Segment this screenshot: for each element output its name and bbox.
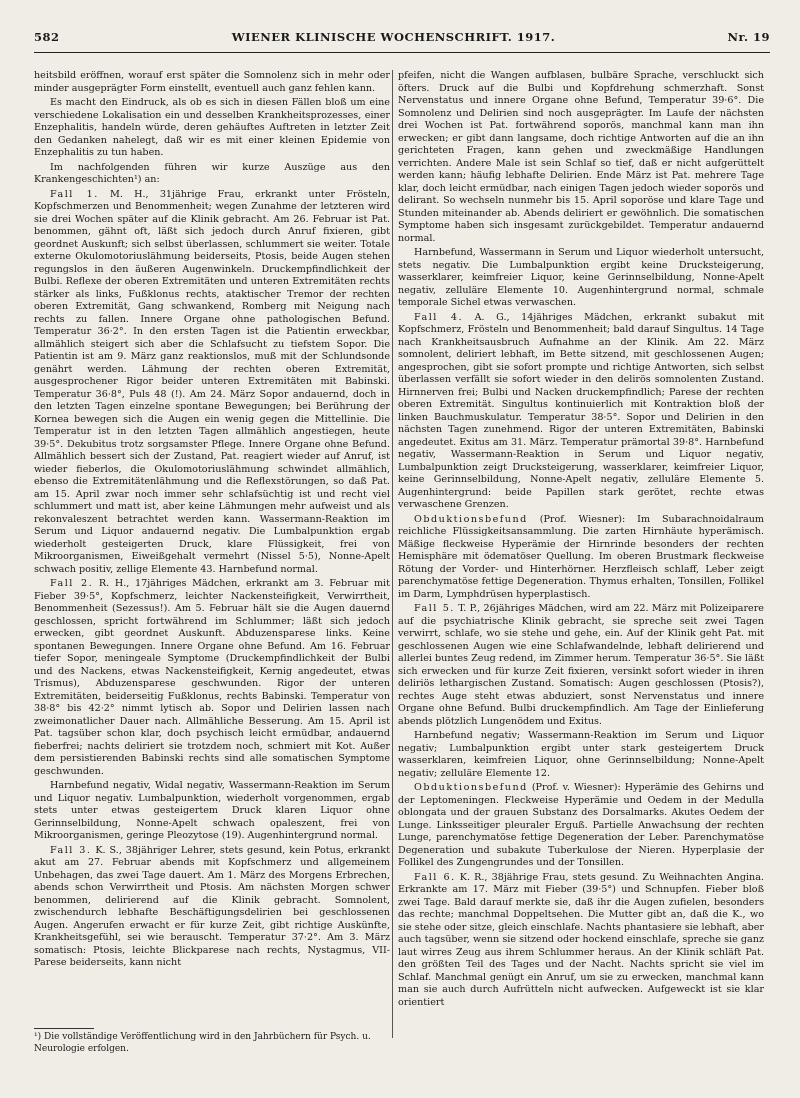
page-number: 582	[34, 30, 60, 44]
paragraph: heitsbild eröffnen, worauf erst später die Somnolenz sich in mehr oder minder ausgeprägter Form einstellt, eventuell auch ganz fehlen kann.	[34, 70, 390, 94]
case-text: K. R., 38jährige Frau, stets gesund. Zu Weihnachten Angina. Erkrankte am 17. März mit Fieber (39·5°) und Schnupfen. Fieber bloß zwei Tage. Bald darauf merkte sie, daß ihr die Augen zufielen, besonders das rechte; manchmal Doppeltsehen. Die Mutter gibt an, daß die K., wo sie stehe oder sitze, gleich einschlafe. Nachts phantasiere sie lebhaft, aber auch tagsüber, wenn sie sitzend oder hockend einschlafe, spreche sie ganz laut wirres Zeug aus ihrem Schlummer heraus. An der Klinik schläft Pat. den größten Teil des Tages und der Nacht. Nachts spricht sie viel im Schlaf. Manchmal genügt ein Anruf, um sie zu erwecken, manchmal kann man sie auch durch Aufrütteln nicht aufwecken. Aufgeweckt ist sie klar orientiert	[398, 871, 764, 1008]
paragraph: Harnbefund negativ; Wassermann-Reaktion im Serum und Liquor negativ; Lumbalpunktion ergibt unter stark gesteigertem Druck wasserklaren, keimfreien Liquor, ohne Gerinnselbildung; Nonne-Apelt negativ; zelluläre Elemente 12.	[398, 730, 764, 779]
case-label: Fall 3.	[50, 844, 92, 856]
column-divider	[392, 70, 393, 1038]
issue-number: Nr. 19	[727, 30, 770, 44]
case-3	[34, 845, 390, 970]
case-text: T. P., 26jähriges Mädchen, wird am 22. März mit Polizeiparere auf die psychiatrische Klinik gebracht, sie spreche seit zwei Tagen verwirrt, schlafe, wo sie stehe und gehe, ein. Auf der Klinik geht Pat. mit geschlossenen Augen wie eine Schlafwandelnde, lebhaft delirierend und allerlei buntes Zeug redend, im Zimmer herum. Temperatur 36·5°. Sie läßt sich erwecken und für kurze Zeit fixieren, versinkt sofort wieder in ihren deliriös lethargischen Zustand. Somatisch: Augen geschlossen (Ptosis?), rechtes Auge steht etwas abduziert, sonst Nervenstatus und innere Organe ohne Befund. Bulbi druckempfindlich. Am Tage der Einlieferung abends plötzlich Lungenödem und Exitus.	[398, 603, 764, 727]
paragraph: pfeifen, nicht die Wangen aufblasen, bulbäre Sprache, verschluckt sich öfters. Druck auf die Bulbi und Kopfdrehung schmerzhaft. Sonst Nervenstatus und innere Organe ohne Befund, Temperatur 39·6°. Die Somnolenz und Delirien sind noch ausgeprägter. Im Laufe der nächsten drei Wochen ist Pat. fortwährend soporös, manchmal kann man ihn erwecken; er gibt dann langsame, doch richtige Antworten auf die an ihn gerichteten Fragen, kann gehen und zweckmäßige Handlungen verrichten. Andere Male ist sein Schlaf so tief, daß er nicht aufgerüttelt werden kann; häufig lebhafte Delirien. Ende März ist Pat. mehrere Tage klar, doch leicht ermüdbar, nach einigen Tagen jedoch wieder soporös und delirant. So wechseln nunmehr bis 15. April soporöse und klare Tage und Stunden miteinander ab. Abends deliriert er gewöhnlich. Die somatischen Symptome haben sich insgesamt zurückgebildet. Temperatur andauernd normal.	[398, 70, 764, 244]
case-label: Fall 1.	[50, 188, 99, 200]
paragraph: Es macht den Eindruck, als ob es sich in diesen Fällen bloß um eine verschiedene Lokalisation ein und desselben Krankheitsprozesses, einer Enzephalitis, handeln würde, deren gehäuftes Auftreten in letzter Zeit den Gedanken nahelegt, daß wir es mit einer kleinen Epidemie von Enzephalitis zu tun haben.	[34, 97, 390, 158]
left-column	[34, 70, 390, 972]
case-5	[398, 603, 764, 728]
case-label: Fall 5.	[414, 603, 455, 614]
paragraph: Im nachfolgenden führen wir kurze Auszüge aus den Krankengeschichten¹) an:	[34, 161, 390, 185]
case-1	[34, 189, 390, 577]
journal-title: WIENER KLINISCHE WOCHENSCHRIFT. 1917.	[231, 30, 556, 44]
running-head	[34, 30, 770, 44]
case-text: A. G., 14jähriges Mädchen, erkrankt subakut mit Kopfschmerz, Frösteln und Benommenheit; bald darauf Singultus. 14 Tage nach Krankheitsausbruch Aufnahme an der Klinik. Am 22. März somnolent, deliriert lebhaft, im Bette sitzend, mit geschlossenen Augen; angesprochen, gibt sie sofort prompte und richtige Antworten, sich selbst überlassen verfällt sie sofort wieder in den delirös somnolenten Zustand. Hirnnerven frei; Bulbi und Nacken druckempfindlich; Parese der rechten oberen Extremität. Singultus kontinuierlich mit Kontraktion bloß der linken Bauchmuskulatur. Temperatur 38·5°. Sopor und Delirien in den nächsten Tagen zunehmend. Rigor der unteren Extremitäten, Babinski angedeutet. Exitus am 31. März. Temperatur prämortal 39·8°. Harnbefund negativ, Wassermann-Reaktion in Serum und Liquor negativ, Lumbalpunktion zeigt Drucksteigerung, wasserklarer, keimfreier Liquor, keine Gerinnselbildung, Nonne-Apelt negativ, zelluläre Elemente 5. Augenhintergrund: beide Papillen stark gerötet, rechte etwas verwaschene Grenzen.	[398, 311, 764, 510]
footnote: ¹) Die vollständige Veröffentlichung wird in den Jahrbüchern für Psych. u. Neurologie erfolgen.	[34, 1032, 371, 1054]
case-text: R. H., 17jähriges Mädchen, erkrankt am 3. Februar mit Fieber 39·5°, Kopfschmerz, leichter Nackensteifigkeit, Verwirrtheit, Benommenheit (Sezessus!). Am 5. Februar hält sie die Augen dauernd geschlossen, spricht fortwährend im Schlummer; läßt sich jedoch erwecken, gibt geordnet Auskunft. Abduzensparese links. Keine spontanen Bewegungen. Innere Organe ohne Befund. Am 16. Februar tiefer Sopor, meningeale Symptome (Druckempfindlichkeit der Bulbi und des Nackens, etwas Nackensteifigkeit, Kernig angedeutet, etwas Trismus), Abduzensparese geschwunden. Rigor der unteren Extremitäten, beiderseitig Fußklonus, rechts Babinski. Temperatur von 38·8° bis 42·2° nimmt lytisch ab. Sopor und Delirien lassen nach zweimonatlicher Dauer nach. Allmähliche Besserung. Am 15. April ist Pat. tagsüber schon klar, doch psychisch leicht ermüdbar, andauernd fieberfrei; nachts deliriert sie trotzdem noch, schmiert mit Kot. Außer dem persistierenden Babinski rechts sind alle somatischen Symptome geschwunden.	[34, 578, 390, 777]
autopsy-label: Obduktionsbefund	[414, 513, 528, 525]
autopsy-text: (Prof. v. Wiesner): Hyperämie des Gehirns und der Leptomeningen. Fleckweise Hyperämie und Oedem in der Medulla oblongata und der grauen Substanz des Dorsalmarks. Akutes Oedem der Lunge. Linksseitiger pleuraler Erguß. Partielle Anwachsung der rechten Lunge, parenchymatöse fettige Degeneration der Leber. Parenchymatöse Degeneration und subakute Tuberkulose der Nieren. Hyperplasie der Follikel des Zungengrundes und der Tonsillen.	[398, 782, 764, 868]
case-2	[34, 578, 390, 778]
autopsy-report	[398, 782, 764, 870]
autopsy-report	[398, 514, 764, 602]
case-text: K. S., 38jähriger Lehrer, stets gesund, kein Potus, erkrankt akut am 27. Februar abends mit Kopfschmerz und allgemeinem Unbehagen, das zwei Tage dauert. Am 1. März des Morgens Erbrechen, abends schon Verwirrtheit und Ptosis. Am nächsten Morgen schwer benommen, delirierend auf die Klinik gebracht. Somnolent, zwischendurch lebhafte Beschäftigungsdelirien bei geschlossenen Augen. Angerufen erwacht er für kurze Zeit, gibt richtige Auskünfte, Krankheitsgefühl, sei wie berauscht. Temperatur 37·2°. Am 3. März somatisch: Ptosis, leichte Blickparese nach rechts, Nystagmus, VII-Parese beiderseits, kann nicht	[34, 844, 390, 968]
case-4	[398, 312, 764, 512]
case-label: Fall 6.	[414, 871, 456, 883]
case-label: Fall 4.	[414, 311, 464, 323]
footnote-rule	[34, 1028, 94, 1029]
case-label: Fall 2.	[50, 578, 94, 589]
autopsy-text: (Prof. Wiesner): Im Subarachnoidalraum reichliche Flüssigkeitsansammlung. Die zarten Hirnhäute hyperämisch. Mäßige fleckweise Hyperämie der Hirnrinde besonders der rechten Hemisphäre mit ödematöser Quellung. Im oberen Brustmark fleckweise Rötung der Vorder- und Hinterhörner. Herzfleisch schlaff, Leber zeigt parenchymatöse fettige Degeneration. Thymus erhalten, Tonsillen, Follikel im Darm, Lymphdrüsen hyperplastisch.	[398, 513, 764, 600]
paragraph: Harnbefund, Wassermann in Serum und Liquor wiederholt untersucht, stets negativ. Die Lumbalpunktion ergibt keine Drucksteigerung, wasserklarer, keimfreier Liquor, keine Gerinnselbildung, Nonne-Apelt negativ, zelluläre Elemente 10. Augenhintergrund normal, schmale temporale Sichel etwas verwaschen.	[398, 247, 764, 308]
case-text: M. H., 31jährige Frau, erkrankt unter Frösteln, Kopfschmerzen und Benommenheit; wegen Zunahme der letzteren wird sie drei Wochen später auf die Klinik gebracht. Am 26. Februar ist Pat. benommen, gähnt oft, läßt sich jedoch durch Anruf fixieren, gibt geordnet Auskunft; sich selbst überlassen, schlummert sie weiter. Totale externe Okulomotoriuslähmung beiderseits, Ptosis, beide Augen stehen regungslos in den äußeren Augenwinkeln. Druckempfindlichkeit der Bulbi. Reflexe der oberen Extremitäten und unteren Extremitäten rechts stärker als links, Fußklonus rechts, ataktischer Tremor der rechten oberen Extremität, Gang schwankend, Romberg mit Neigung nach rechts zu fallen. Innere Organe ohne pathologischen Befund. Temperatur 36·2°. In den ersten Tagen ist die Patientin erweckbar, allmählich steigert sich aber die Schlafsucht zu tiefstem Sopor. Die Patientin ist am 9. März ganz reaktionslos, muß mit der Schlundsonde genährt werden. Lähmung der rechten oberen Extremität, ausgesprochener Rigor beider unteren Extremitäten mit Babinski. Temperatur 36·8°, Puls 48 (!). Am 24. März Sopor andauernd, doch in den letzten Tagen einzelne spontane Bewegungen; bei Berührung der Kornea bewegen sich die Augen ein wenig gegen die Mittellinie. Die Temperatur ist in den letzten Tagen allmählich angestiegen, heute 39·5°. Dekubitus trotz sorgsamster Pflege. Innere Organe ohne Befund. Allmählich bessert sich der Zustand, Pat. reagiert wieder auf Anruf, ist wieder fieberlos, die Okulomotoriuslähmung schwindet allmählich, ebenso die Extremitätenlähmung und die Reflexstörungen, so daß Pat. am 15. April zwar noch immer sehr schlafsüchtig ist und recht viel schlummert und matt ist, aber keine Lähmungen mehr aufweist und als rekonvaleszent betrachtet werden kann. Wassermann-Reaktion im Serum und Liquor andauernd negativ. Die Lumbalpunktion ergab wiederholt gesteigerten Druck, klare Flüssigkeit, frei von Mikroorganismen, Eiweißgehalt vermehrt (Nissel 5·5), Nonne-Apelt schwach positiv, zellige Elemente 43. Harnbefund normal.	[34, 188, 390, 575]
autopsy-label: Obduktionsbefund	[414, 782, 528, 793]
header-rule	[34, 52, 770, 53]
right-column	[398, 70, 764, 1011]
paragraph: Harnbefund negativ, Widal negativ, Wassermann-Reaktion im Serum und Liquor negativ. Lumbalpunktion, wiederholt vorgenommen, ergab stets unter etwas gesteigertem Druck klaren Liquor ohne Gerinnselbildung, Nonne-Apelt schwach opaleszent, frei von Mikroorganismen, geringe Pleozytose (19). Augenhintergrund normal.	[34, 780, 390, 841]
case-6	[398, 872, 764, 1010]
